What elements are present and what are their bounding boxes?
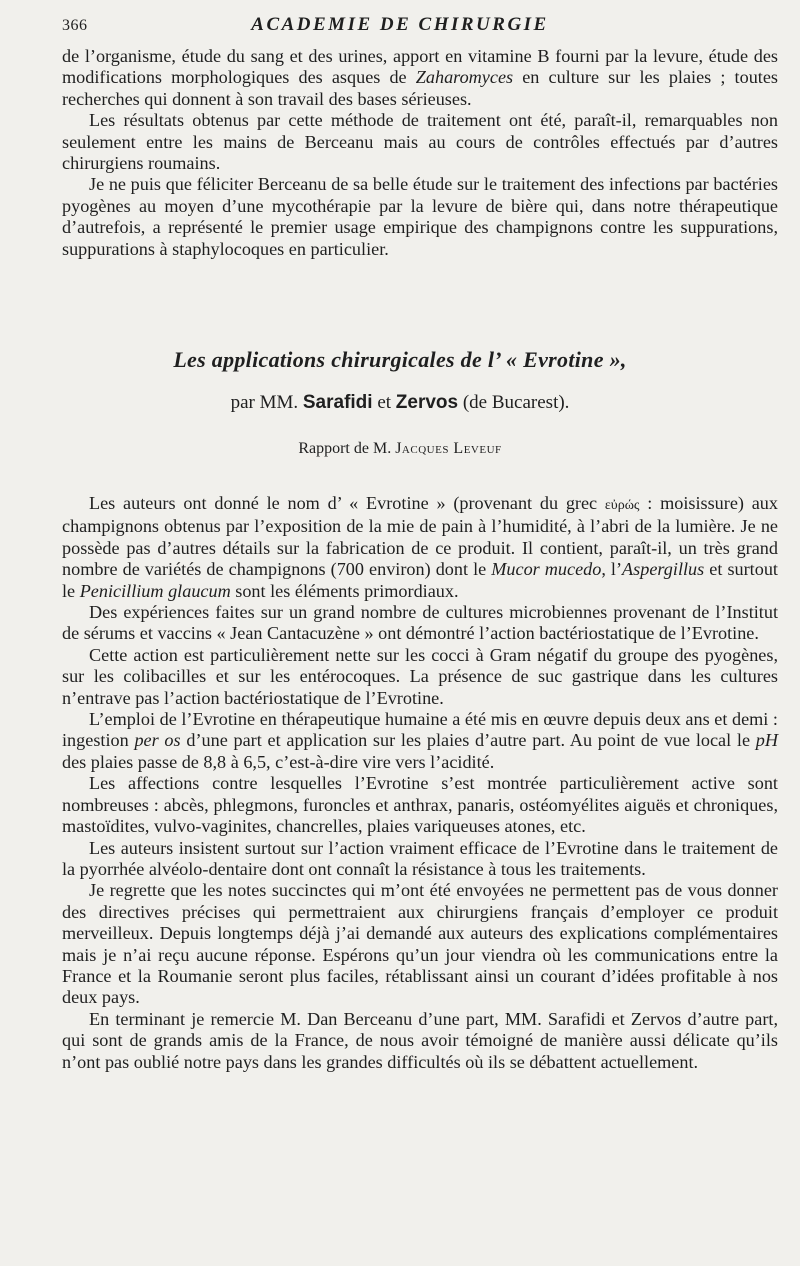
italic-term: Zaharomyces (415, 67, 514, 88)
text-run: L’emploi de l’Evrotine en thérapeutique humaine a été mis en œuvre depuis deux ans et demi : ingestion (62, 709, 778, 751)
byline-prefix: par MM. (230, 392, 299, 413)
author-name: Sarafidi (302, 392, 373, 413)
paragraph: Les résultats obtenus par cette méthode de traitement ont été, paraît-il, remarquables non seulement entre les mains de Berceanu mais au cours de contrôles effectués par d’autres chirurgiens roumains. (62, 110, 778, 174)
report-prefix: Rapport de M. (298, 440, 392, 457)
text-run: en culture sur les plaies ; toutes recherches qui donnent à son travail des bases sérieuses. (62, 67, 778, 109)
text-run: des plaies passe de 8,8 à 6,5, c’est-à-dire vire vers l’acidité. (62, 751, 495, 772)
text-run: Les auteurs ont donné le nom d’ « Evrotine » (provenant du grec (89, 493, 605, 513)
author-name: Zervos (395, 392, 459, 413)
byline-place: (de Bucarest). (462, 392, 570, 413)
byline-conjunction: et (377, 392, 392, 413)
text-run: sont les éléments primordiaux. (230, 580, 459, 601)
text-run: de l’organisme, étude du sang et des urines, apport en vitamine B fourni par la levure, étude des modifications morphologiques des asques de (62, 46, 778, 88)
paragraph: Cette action est particulièrement nette sur les cocci à Gram négatif du groupe des pyogènes, sur les colibacilles et sur les entérocoques. La présence de suc gastrique dans les cultures n’entrave pas l’action bactériostatique de l’Evrotine. (62, 644, 778, 708)
paragraph: Des expériences faites sur un grand nombre de cultures microbiennes provenant de l’Institut de sérums et vaccins « Jean Cantacuzène » ont démontré l’action bactériostatique de l’Evrotine. (62, 602, 778, 644)
italic-term: Aspergillus (622, 559, 705, 580)
italic-term: Penicillium glaucum (79, 580, 231, 601)
italic-term: pH (755, 730, 779, 751)
report-line (0, 440, 800, 458)
paragraph (62, 709, 778, 773)
paragraph: Je ne puis que féliciter Berceanu de sa belle étude sur le traitement des infections par bactéries pyogènes au moyen d’une mycothérapie par la levure de bière qui, dans notre thérapeutique d’autrefois, a représenté le premier usage empirique des champignons contre les suppurations, suppurations à staphylocoques en particulier. (62, 174, 778, 259)
text-run: d’une part et application sur les plaies d’autre part. Au point de vue local le (180, 730, 756, 751)
text-run: et surtout le (62, 559, 778, 601)
italic-term: per os (134, 730, 181, 751)
paragraph: Les auteurs insistent surtout sur l’action vraiment efficace de l’Evrotine dans le traitement de la pyorrhée alvéolo-dentaire dont ont connaît la résistance à tous les traitements. (62, 837, 778, 879)
paragraph: En terminant je remercie M. Dan Berceanu d’une part, MM. Sarafidi et Zervos d’autre part, qui sont de grands amis de la France, de nous avoir témoigné de manière aussi délicate qu’ils n’ont pas oublié notre pays dans les grandes difficultés où ils se débattent actuellement. (62, 1008, 778, 1072)
paragraph: Les affections contre lesquelles l’Evrotine s’est montrée particulièrement active sont nombreuses : abcès, phlegmons, furoncles et anthrax, panaris, ostéomyélites aiguës et chroniques, mastoïdites, vulvo-vaginites, chancrelles, plaies variqueuses atones, etc. (62, 773, 778, 837)
article-body (62, 493, 778, 1073)
paragraph: Je regrette que les notes succinctes qui m’ont été envoyées ne permettent pas de vous donner des directives précises qui permettraient aux chirurgiens français d’employer ce produit merveilleux. Depuis longtemps déjà j’ai demandé aux auteurs des explications complémentaires mais je n’ai reçu aucune réponse. Espérons qu’un jour viendra où les communications entre la France et la Roumanie seront plus faciles, rétablissant ainsi un courant d’idées profitable à nos deux pays. (62, 880, 778, 1008)
reporter-name: Jacques Leveuf (395, 440, 502, 457)
paragraph (62, 46, 778, 110)
greek-word: εὐρώς (604, 498, 640, 513)
page-number: 366 (62, 17, 88, 34)
italic-term: Mucor mucedo (491, 559, 602, 580)
article-title: Les applications chirurgicales de l’ « Evrotine », (173, 347, 627, 372)
text-run: : moisissure) aux champignons obtenus par l’exposition de la mie de pain à l’humidité, à l’abri de la lumière. Je ne possède pas d’autres détails sur la fabrication de ce produit. Il contient, paraît-il, un très grand nombre de variétés de champignons (700 environ) dont le (62, 493, 778, 580)
continuation-text (62, 46, 778, 260)
text-run: , l’ (601, 559, 623, 580)
paragraph (62, 493, 778, 602)
byline (0, 392, 800, 414)
running-title: ACADEMIE DE CHIRURGIE (251, 14, 549, 35)
